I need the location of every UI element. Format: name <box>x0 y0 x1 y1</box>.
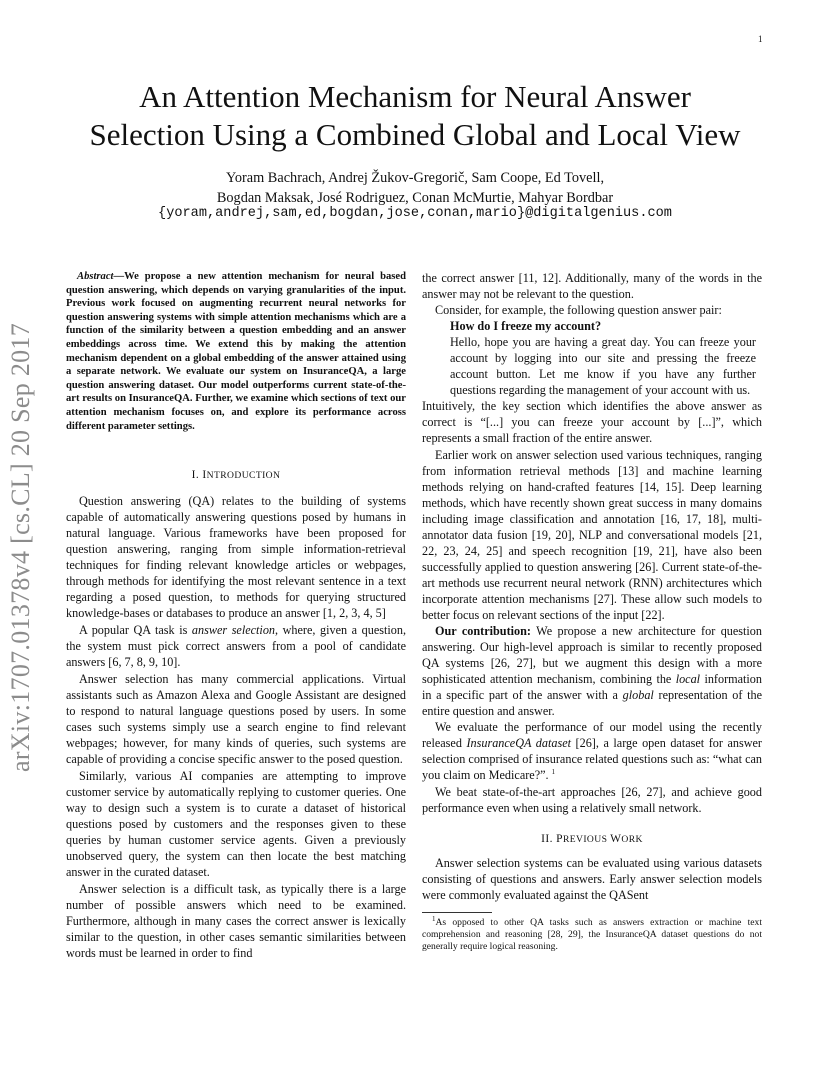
authors-line-1: Yoram Bachrach, Andrej Žukov-Gregorič, Sam Coope, Ed Tovell, <box>225 170 605 186</box>
abstract-text: —We propose a new attention mechanism for neural based question answering, which depends on varying granularities of the input. Previous work focused on augmenting recurrent neural networks for question answering systems with simple attention mechanisms which are a function of the similarity between a question embedding and an answer embeddings across time. We extend this by making the attention mechanism dependent on a global embedding of the answer attained using a separate network. We evaluate our system on InsuranceQA, a large question answering dataset. Our model outperforms current state-of-the-art results on InsuranceQA. Further, we examine which sections of text our attention mechanism focuses on, and explore its performance across different parameter settings. <box>66 271 406 432</box>
example-qa-pair <box>450 318 756 398</box>
abstract <box>66 270 406 433</box>
page-number: 1 <box>758 34 763 44</box>
author-emails: {yoram,andrej,sam,ed,bogdan,jose,conan,mario}@digitalgenius.com <box>158 206 672 221</box>
author-list <box>40 168 790 208</box>
footnote-marker: 1 <box>551 768 556 777</box>
left-column <box>66 270 406 961</box>
intro-paragraph-7: Intuitively, the key section which identifies the above answer as correct is “[...] you can freeze your account by [...]”, which represents a small fraction of the entire answer. <box>422 399 762 446</box>
right-column <box>422 270 762 953</box>
intro-paragraph-2: A popular QA task is answer selection, where, given a question, the system must pick correct answers from a pool of candidate answers [6, 7, 8, 9, 10]. <box>66 622 406 669</box>
section-heading-introduction: I. INTRODUCTION <box>191 469 281 482</box>
title-line-1: An Attention Mechanism for Neural Answer <box>139 79 691 114</box>
footnote-1: $^1$As opposed to other QA tasks such as answers extraction or machine text comprehension and reasoning [28, 29], the InsuranceQA dataset questions do not generally require logical reasoning. <box>422 914 762 952</box>
contribution-paragraph: Our contribution: We propose a new architecture for question answering. Our high-level approach is similar to recently proposed QA systems [26, 27], but we augment this design with a more sophisticated attention mechanism, combining the local information in a specific part of the answer with a global representation of the entire question and answer. <box>422 624 762 719</box>
contribution-label: Our contribution: <box>435 624 531 639</box>
example-question: How do I freeze my account? <box>450 319 602 334</box>
authors-line-2: Bogdan Maksak, José Rodriguez, Conan McMurtie, Mahyar Bordbar <box>216 190 614 206</box>
intro-paragraph-4: Similarly, various AI companies are attempting to improve customer service by automatically replying to customer queries. One way to design such a system is to curate a dataset of historical questions posed by customers and the responses given to these queries by human customer service agents. Given a previously unobserved query, the system can then locate the best matching answer in the curated dataset. <box>66 768 406 880</box>
paper-title <box>40 78 790 154</box>
title-line-2: Selection Using a Combined Global and Local View <box>89 117 741 152</box>
intro-paragraph-3: Answer selection has many commercial applications. Virtual assistants such as Amazon Alexa and Google Assistant are designed to respond to natural language questions posed by users. In some cases such systems simply use a search engine to find relevant webpages; however, for many kinds of queries, such systems are capable of providing a concise specific answer to the posed question. <box>66 671 406 766</box>
previous-work-paragraph-1: Answer selection systems can be evaluated using various datasets consisting of questions and answers. Early answer selection models were commonly evaluated against the QASent <box>422 855 762 902</box>
example-answer: Hello, hope you are having a great day. You can freeze your account by logging into our site and pressing the freeze account button. Let me know if you have any further questions regarding the management of your account with us. <box>450 335 756 398</box>
arxiv-stamp: arXiv:1707.01378v4 [cs.CL] 20 Sep 2017 <box>6 322 35 772</box>
intro-paragraph-5-continued: the correct answer [11, 12]. Additionally, many of the words in the answer may not be relevant to the question. <box>422 271 762 302</box>
intro-paragraph-6: Consider, for example, the following question answer pair: <box>435 303 722 318</box>
intro-paragraph-1: Question answering (QA) relates to the building of systems capable of automatically answering questions posed by humans in natural language. Various frameworks have been proposed for question answering, ranging from simple information-retrieval techniques for finding relevant knowledge articles or webpages, through methods for identifying the most relevant sentence in a text regarding a posed question, to methods for querying structured knowledge-bases or databases to produce an answer [1, 2, 3, 4, 5] <box>66 494 406 621</box>
abstract-label: Abstract <box>77 271 114 282</box>
intro-paragraph-8: Earlier work on answer selection used various techniques, ranging from information retrieval methods [13] and machine learning methods relying on hand-crafted features [14, 15]. Deep learning methods, which have recently shown great success in many domains including image classification and annotation [16, 17, 18], multi-annotator data fusion [19, 20], NLP and conversational models [21, 22, 23, 24, 25] and speech recognition [19, 21], have also been successfully applied to question answering [26]. Current state-of-the-art methods use recurrent neural network (RNN) architectures which incorporate attention mechanisms [27]. These allow such models to better focus on relevant sections of the input [22]. <box>422 447 762 622</box>
results-paragraph: We beat state-of-the-art approaches [26, 27], and achieve good performance even when using a relatively small network. <box>422 784 762 815</box>
intro-paragraph-5: Answer selection is a difficult task, as typically there is a large number of possible answers which need to be examined. Furthermore, although in many cases the correct answer is lexically similar to the question, in other cases semantic similarities between words must be learned in order to find <box>66 882 406 961</box>
section-heading-previous-work: II. PREVIOUS WORK <box>541 832 643 845</box>
evaluation-paragraph: We evaluate the performance of our model using the recently released InsuranceQA dataset [26], a large open dataset for answer selection comprised of insurance related questions such as: “what can you claim on Medicare?”. $^1$ <box>422 720 762 783</box>
